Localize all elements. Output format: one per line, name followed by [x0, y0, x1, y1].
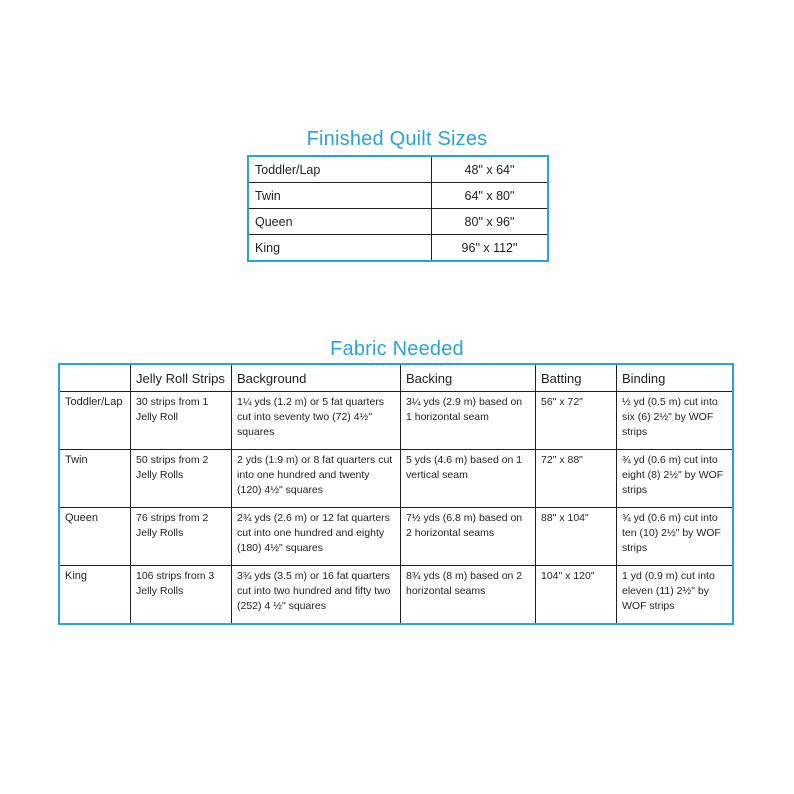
backing-cell: 8¾ yds (8 m) based on 2 horizontal seams	[401, 566, 536, 624]
binding-cell: ¾ yd (0.6 m) cut into ten (10) 2½" by WOF strips	[617, 508, 734, 566]
jelly-roll-cell: 50 strips from 2 Jelly Rolls	[131, 450, 232, 508]
table-row	[59, 450, 733, 508]
sizes-title: Finished Quilt Sizes	[306, 128, 488, 150]
size-dimensions: 48" x 64"	[432, 156, 549, 183]
row-size: King	[59, 566, 131, 624]
row-size: Twin	[59, 450, 131, 508]
table-row	[248, 183, 548, 209]
size-dimensions: 96" x 112"	[461, 240, 518, 255]
header-backing: Backing	[401, 364, 536, 392]
table-row	[59, 508, 733, 566]
jelly-roll-cell: 30 strips from 1 Jelly Roll	[131, 392, 232, 450]
background-cell: 3¾ yds (3.5 m) or 16 fat quarters cut into two hundred and fifty two (252) 4 ½" squares	[232, 566, 401, 624]
batting-cell: 88" x 104"	[536, 508, 617, 566]
fabric-title: Fabric Needed	[330, 338, 464, 360]
background-cell: 2¾ yds (2.6 m) or 12 fat quarters cut into one hundred and eighty (180) 4½" squares	[232, 508, 401, 566]
table-row	[248, 209, 548, 235]
batting-cell: 72" x 88"	[536, 450, 617, 508]
row-size: Toddler/Lap	[59, 392, 131, 450]
sizes-table	[247, 155, 549, 262]
binding-cell: 1 yd (0.9 m) cut into eleven (11) 2½" by WOF strips	[617, 566, 734, 624]
table-row	[248, 235, 548, 262]
batting-cell: 56" x 72"	[536, 392, 617, 450]
header-jelly-roll: Jelly Roll Strips	[131, 364, 232, 392]
size-dimensions: 80" x 96"	[432, 209, 549, 235]
backing-cell: 7½ yds (6.8 m) based on 2 horizontal seams	[401, 508, 536, 566]
table-row	[248, 156, 548, 183]
batting-cell: 104" x 120"	[536, 566, 617, 624]
jelly-roll-cell: 106 strips from 3 Jelly Rolls	[131, 566, 232, 624]
size-name: Queen	[248, 209, 432, 235]
size-dimensions: 64" x 80"	[432, 183, 549, 209]
fabric-table	[58, 363, 734, 625]
background-cell: 1¼ yds (1.2 m) or 5 fat quarters cut into seventy two (72) 4½" squares	[232, 392, 401, 450]
size-name: King	[248, 235, 432, 262]
table-row	[59, 392, 733, 450]
backing-cell: 3¼ yds (2.9 m) based on 1 horizontal seam	[401, 392, 536, 450]
size-name: Toddler/Lap	[248, 156, 432, 183]
header-batting: Batting	[536, 364, 617, 392]
size-name: Twin	[248, 183, 432, 209]
header-size	[59, 364, 131, 392]
header-row	[59, 364, 733, 392]
jelly-roll-cell: 76 strips from 2 Jelly Rolls	[131, 508, 232, 566]
background-cell: 2 yds (1.9 m) or 8 fat quarters cut into one hundred and twenty (120) 4½" squares	[232, 450, 401, 508]
header-background: Background	[232, 364, 401, 392]
row-size: Queen	[59, 508, 131, 566]
table-row	[59, 566, 733, 624]
binding-cell: ½ yd (0.5 m) cut into six (6) 2½" by WOF strips	[617, 392, 734, 450]
backing-cell: 5 yds (4.6 m) based on 1 vertical seam	[401, 450, 536, 508]
binding-cell: ¾ yd (0.6 m) cut into eight (8) 2½" by WOF strips	[617, 450, 734, 508]
header-binding: Binding	[617, 364, 734, 392]
